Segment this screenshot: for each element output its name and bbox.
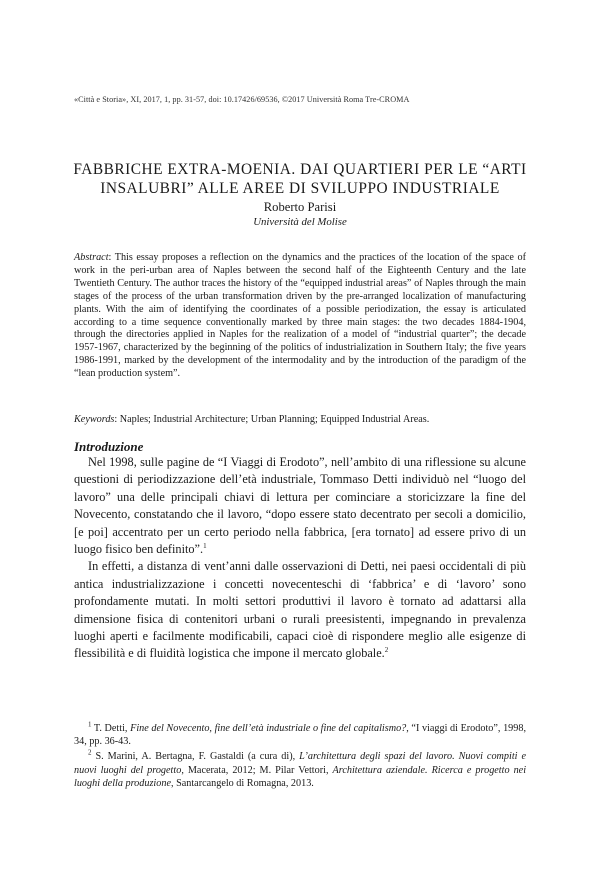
keywords-text: : Naples; Industrial Architecture; Urban Planning; Equipped Industrial Areas. <box>114 414 430 425</box>
footnote-text: T. Detti, <box>91 723 131 734</box>
keywords-label: Keywords <box>74 414 115 425</box>
footnote-ref[interactable]: 2 <box>384 646 389 655</box>
footnotes <box>74 722 526 792</box>
title-line-2: INSALUBRI” ALLE AREE DI SVILUPPO INDUSTRIALE <box>100 180 500 197</box>
section-title: Introduzione <box>74 439 144 454</box>
title-line-1: FABBRICHE EXTRA-MOENIA. DAI QUARTIERI PER LE “ARTI <box>73 161 527 178</box>
footnote <box>74 722 526 748</box>
footnote <box>74 750 526 790</box>
abstract-label: Abstract <box>74 252 109 263</box>
footnote-text: S. Marini, A. Bertagna, F. Gastaldi (a cura di), <box>91 751 300 763</box>
footnote-number: 1 <box>88 720 92 729</box>
footnote-work-title: Architettura aziendale. Ricerca e progetto nei luoghi della produzione <box>74 764 527 789</box>
footnote-work-title: Fine del Novecento, fine dell’età industriale o fine del capitalismo? <box>130 723 407 734</box>
article-title <box>60 160 540 198</box>
body-text <box>74 454 526 663</box>
author-name: Roberto Parisi <box>263 200 337 214</box>
author-affiliation: Università del Molise <box>253 216 347 228</box>
footnote-text: , Santarcangelo di Romagna, 2013. <box>170 777 314 789</box>
footnote-work-title: L’architettura degli spazi del lavoro. Nuovi compiti e nuovi luoghi del progetto <box>74 751 526 776</box>
paragraph <box>74 558 526 662</box>
paragraph-text: Nel 1998, sulle pagine de “I Viaggi di Erodoto”, nell’ambito di una riflessione su alcune questioni di periodizzazione dell’età industriale, Tommaso Detti individuò nel “luogo del lavoro” una delle principali chiavi di lettura per cominciare a storicizzare la fine del Novecento, constatando che il lavoro, “dopo essere stato decentrato per secoli a domicilio, [e poi] accentrato per un certo periodo nella fabbrica, [era tornato] ad essere privo di un luogo fisico ben definito”. <box>74 455 526 557</box>
footnote-text: , Macerata, 2012; M. Pilar Vettori, <box>181 764 333 776</box>
footnote-text: , “I viaggi di Erodoto”, 1998, 34, pp. 36-43. <box>74 723 526 748</box>
abstract <box>74 252 526 381</box>
paragraph-text: In effetti, a distanza di vent’anni dalle osservazioni di Detti, nei paesi occidentali di più antica industrializzazione i concetti novecenteschi di ‘fabbrica’ e di ‘lavoro’ sono profondamente mutati. In molti settori produttivi il lavoro è tornato ad adattarsi alla dimensione fisica di contenitori urbani o rurali preesistenti, impegnando in prevalenza luoghi aperti e facilmente modificabili, capaci cioè di rispondere meglio alle esigenze di flessibilità e di fluidità logistica che impone il mercato globale. <box>74 559 526 661</box>
abstract-text: : This essay proposes a reflection on the dynamics and the practices of the location of the space of work in the peri-urban area of Naples between the second half of the Eighteenth Century and the late Twentieth Century. The author traces the history of the “equipped industrial areas” of Naples through the main stages of the process of the urban transformation driven by the pre-arranged localization of manufacturing plants. With the aim of identifying the coordinates of a possible periodization, the essay is articulated according to a time sequence conventionally marked by three main stages: the two decades 1884-1904, through the directories applied in Naples for the realization of a model of “industrial quarter”; the decade 1957-1967, characterized by the beginning of the politics of industrialization in Southern Italy; the five years 1986-1991, marked by the development of the intermodality and by the introduction of the paradigm of the “lean production system”. <box>74 252 526 380</box>
running-head: «Città e Storia», XI, 2017, 1, pp. 31-57, doi: 10.17426/69536, ©2017 Università Roma Tre-CROMA <box>74 95 410 104</box>
footnote-number: 2 <box>88 749 92 758</box>
paragraph <box>74 454 526 558</box>
keywords <box>74 414 526 427</box>
footnote-ref[interactable]: 1 <box>203 541 207 550</box>
